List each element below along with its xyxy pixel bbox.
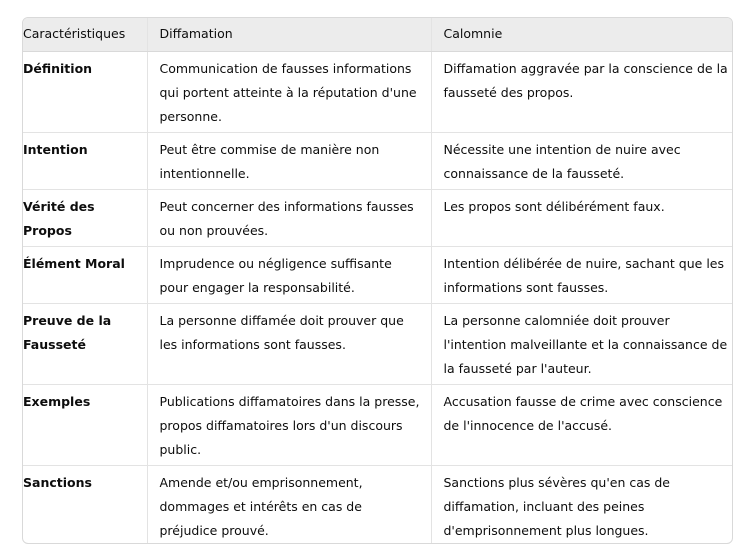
diffamation-cell xyxy=(147,465,431,544)
cell-text: Communication de fausses informations qui portent atteinte à la réputation d'une personne. xyxy=(159,60,417,124)
diffamation-cell xyxy=(147,246,431,303)
calomnie-cell xyxy=(431,465,733,544)
row-label-cell xyxy=(23,246,147,303)
row-label-cell xyxy=(23,189,147,246)
calomnie-cell xyxy=(431,189,733,246)
row-label: Élément Moral xyxy=(23,255,125,271)
row-label: Sanctions xyxy=(23,474,92,490)
row-label: Intention xyxy=(23,141,88,157)
row-label: Vérité des Propos xyxy=(23,198,95,238)
table-row xyxy=(23,132,733,189)
header-row xyxy=(23,18,733,51)
header-label: Diffamation xyxy=(159,26,233,42)
table-row xyxy=(23,384,733,465)
row-label-cell xyxy=(23,465,147,544)
table-row xyxy=(23,465,733,544)
row-label-cell xyxy=(23,384,147,465)
table-row xyxy=(23,246,733,303)
table-row xyxy=(23,303,733,384)
diffamation-cell xyxy=(147,384,431,465)
row-label-cell xyxy=(23,132,147,189)
header-calomnie xyxy=(431,18,733,51)
diffamation-cell xyxy=(147,189,431,246)
header-label: Calomnie xyxy=(443,26,503,42)
cell-text: Nécessite une intention de nuire avec connaissance de la fausseté. xyxy=(443,141,681,181)
cell-text: Publications diffamatoires dans la presse, propos diffamatoires lors d'un discours public. xyxy=(159,393,420,457)
cell-text: Sanctions plus sévères qu'en cas de diffamation, incluant des peines d'emprisonnement plus longues. xyxy=(443,474,670,538)
cell-text: Peut être commise de manière non intentionnelle. xyxy=(159,141,380,181)
cell-text: Intention délibérée de nuire, sachant que les informations sont fausses. xyxy=(443,255,724,295)
table-body xyxy=(23,51,733,544)
diffamation-cell xyxy=(147,303,431,384)
header-caracteristiques xyxy=(23,18,147,51)
comparison-table-container xyxy=(22,17,733,544)
diffamation-cell xyxy=(147,132,431,189)
row-label: Preuve de la Fausseté xyxy=(23,312,112,352)
row-label-cell xyxy=(23,51,147,132)
calomnie-cell xyxy=(431,384,733,465)
table-header xyxy=(23,18,733,51)
cell-text: Imprudence ou négligence suffisante pour engager la responsabilité. xyxy=(159,255,392,295)
table-row xyxy=(23,189,733,246)
table-row xyxy=(23,51,733,132)
calomnie-cell xyxy=(431,246,733,303)
cell-text: Diffamation aggravée par la conscience de la fausseté des propos. xyxy=(443,60,728,100)
row-label: Exemples xyxy=(23,393,91,409)
cell-text: Amende et/ou emprisonnement, dommages et intérêts en cas de préjudice prouvé. xyxy=(159,474,363,538)
row-label-cell xyxy=(23,303,147,384)
cell-text: Les propos sont délibérément faux. xyxy=(443,198,665,214)
cell-text: Accusation fausse de crime avec conscience de l'innocence de l'accusé. xyxy=(443,393,723,433)
row-label: Définition xyxy=(23,60,93,76)
cell-text: La personne calomniée doit prouver l'intention malveillante et la connaissance de la fausseté par l'auteur. xyxy=(443,312,728,376)
calomnie-cell xyxy=(431,303,733,384)
calomnie-cell xyxy=(431,132,733,189)
header-label: Caractéristiques xyxy=(23,26,126,42)
comparison-table xyxy=(23,18,733,544)
calomnie-cell xyxy=(431,51,733,132)
cell-text: Peut concerner des informations fausses ou non prouvées. xyxy=(159,198,414,238)
header-diffamation xyxy=(147,18,431,51)
cell-text: La personne diffamée doit prouver que les informations sont fausses. xyxy=(159,312,404,352)
diffamation-cell xyxy=(147,51,431,132)
